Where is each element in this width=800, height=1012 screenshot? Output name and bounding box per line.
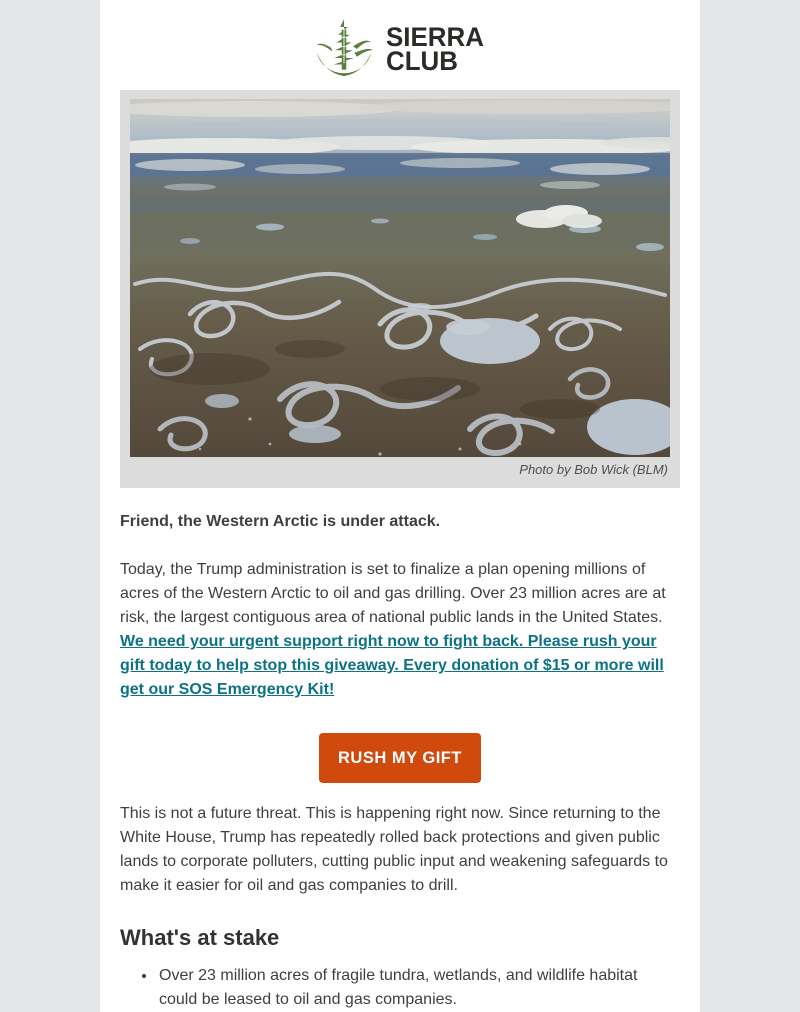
logo-word-club: CLUB <box>386 46 459 76</box>
rush-my-gift-button[interactable]: RUSH MY GIFT <box>319 733 481 783</box>
stake-list <box>120 964 680 1012</box>
donation-link[interactable]: We need your urgent support right now to fight back. Please rush your gift today to help stop this giveaway. Every donation of $15 or more will get our SOS Emergency Kit! <box>120 633 664 698</box>
paragraph-1 <box>120 558 680 702</box>
paragraph-2: This is not a future threat. This is happening right now. Since returning to the White House, Trump has repeatedly rolled back protections and given public lands to corporate polluters, cutting public input and weakening safeguards to make it easier for oil and gas companies to drill. <box>120 805 668 894</box>
whats-at-stake-heading: What's at stake <box>120 925 280 950</box>
logo-word-sierra: SIERRA <box>386 22 485 52</box>
hero-image-card <box>120 90 680 488</box>
cta-row <box>120 718 680 783</box>
stake-bullet: • Over 23 million acres of fragile tundra, wetlands, and wildlife habitat could be leased to oil and gas companies. <box>157 964 680 1012</box>
sierra-club-tree-icon <box>311 18 377 80</box>
hero-image <box>130 99 670 457</box>
sierra-club-logo <box>100 0 700 88</box>
paragraph-1-text: Today, the Trump administration is set to finalize a plan opening millions of acres of the Western Arctic to oil and gas drilling. Over 23 million acres are at risk, the largest contiguous area of national public lands in the United States. <box>120 561 666 626</box>
logo-wordmark <box>386 22 485 76</box>
email-content <box>100 510 700 1012</box>
photo-credit: Photo by Bob Wick (BLM) <box>519 462 668 477</box>
email-body <box>100 0 700 1012</box>
greeting-text: Friend, the Western Arctic is under attack. <box>120 513 441 530</box>
